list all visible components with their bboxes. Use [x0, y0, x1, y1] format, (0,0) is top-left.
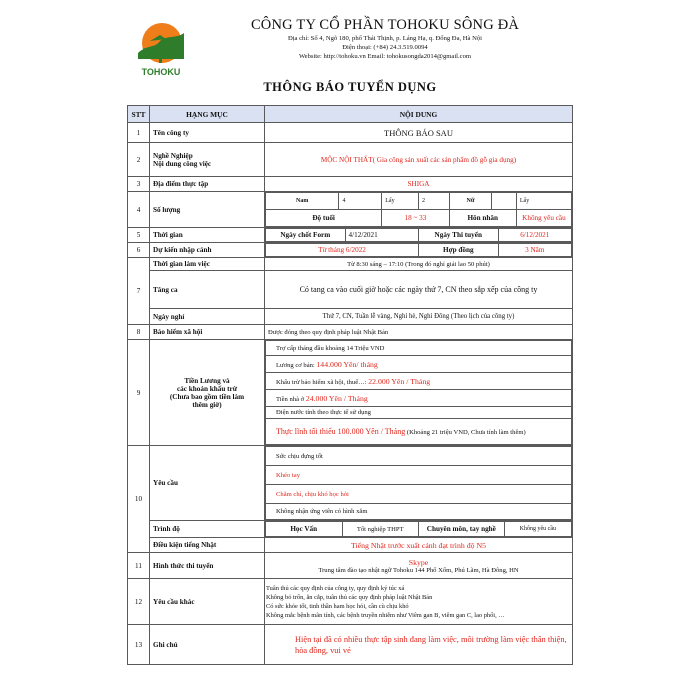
- table-row: Tăng ca Có tang ca vào cuối giờ hoặc các ngày thứ 7, CN theo sắp xếp của công ty: [128, 271, 573, 309]
- salary-list: Trợ cấp tháng đầu khoảng 14 Triệu VND Lương cơ bản: 144.000 Yên/ tháng Khấu trừ bảo hiểm xã hội, thuế…: 22.000 Yên / Tháng Tiền nhà ở 24.000 Yên / Tháng Điện nước tính theo thực tế sử dụng Thực lĩnh tối thiểu 100.000 Yên / Tháng (Khoảng 21 triệu VND, Chưa tính làm thêm): [265, 340, 572, 445]
- table-row: 8 Bảo hiểm xã hội Được đóng theo quy định pháp luật Nhật Bản: [128, 325, 573, 340]
- tohoku-logo: [132, 19, 190, 85]
- svg-text:TOHOKU: TOHOKU: [141, 67, 181, 77]
- table-row: 6 Dự kiến nhập cảnh Từ tháng 6/2022 Hợp đồng 3 Năm: [128, 243, 573, 258]
- document-title: THÔNG BÁO TUYỂN DỤNG: [263, 80, 437, 94]
- table-row: 13 Ghi chú Hiện tại đã có nhiều thực tập sinh đang làm việc, môi trường làm việc thân thiện, hòa đồng, vui vẻ: [128, 625, 573, 665]
- header-content: NỘI DUNG: [265, 106, 573, 123]
- location-value: SHIGA: [265, 177, 573, 192]
- company-phone: Điện thoại: (+84) 24.3.519.0094: [342, 44, 428, 51]
- header-stt: STT: [128, 106, 150, 123]
- recruitment-notice: [127, 13, 573, 687]
- company-name-value: THÔNG BÁO SAU: [265, 123, 573, 143]
- company-address: Địa chỉ: Số 4, Ngõ 180, phố Thái Thịnh, p. Láng Hạ, q. Đống Đa, Hà Nội: [287, 35, 483, 42]
- requirements-list: Sức chịu đựng tốt Khéo tay Chăm chỉ, chịu khó học hỏi Không nhận ứng viên có hình xăm: [265, 446, 572, 520]
- table-header: [128, 106, 573, 123]
- table-row: Trình độ Học Vấn Tốt nghiệp THPT Chuyên môn, tay nghề Không yêu cầu: [128, 521, 573, 538]
- table-row: 5 Thời gian Ngày chốt Form 4/12/2021 Ngày Thi tuyển 6/12/2021: [128, 228, 573, 243]
- company-info: [197, 17, 573, 61]
- table-row: Ngày nghỉ Thứ 7, CN, Tuần lễ vàng, Nghỉ hè, Nghỉ Đông (Theo lịch của công ty): [128, 309, 573, 325]
- table-row: Điều kiện tiếng Nhật Tiếng Nhật trước xuất cảnh đạt trình độ N5: [128, 538, 573, 553]
- header-category: HẠNG MỤC: [150, 106, 265, 123]
- job-value: MỘC NỘI THẤT( Gia công sản xuất các sản phẩm đồ gỗ gia dụng): [265, 143, 573, 177]
- table-row: 2 Nghề Nghiệp Nội dung công việc MỘC NỘI THẤT( Gia công sản xuất các sản phẩm đồ gỗ gia dụng): [128, 143, 573, 177]
- letterhead: [127, 13, 573, 101]
- table-row: 9 Tiền Lương và các khoản khấu trừ (Chưa bao gồm tiền làm thêm giờ) Trợ cấp tháng đầu khoảng 14 Triệu VND Lương cơ bản: 144.000 Yên/ tháng Khấu trừ bảo hiểm xã hội, thuế…: 22.000 Yên / Tháng Tiền nhà ở 24.000 Yên / Tháng Điện nước tính theo thực tế sử dụng Thực lĩnh tối thiểu 100.000 Yên / Tháng (Khoảng 21 triệu VND, Chưa tính làm thêm): [128, 340, 573, 446]
- quantity-grid: Nam 4 Lấy 2 Nữ Lấy Độ tuổi 18 ~ 33 Hôn nhân Không yêu cầu: [265, 192, 572, 227]
- company-web: Website: http://tohoku.vn Email: tohokusongda2014@gmail.com: [298, 53, 472, 60]
- company-name: CÔNG TY CỔ PHẦN TOHOKU SÔNG ĐÀ: [250, 17, 520, 33]
- table-row: 12 Yêu cầu khác Tuân thủ các quy định của công ty, quy định ký túc xá Không bỏ trốn, ăn cắp, tuân thủ các quy định pháp luật Nhật Bản Có sức khỏe tốt, tinh thần ham học hỏi, cần cù chịu khó Không mắc bệnh mãn tính, các bệnh truyền nhiễm như Viêm gan B, viêm gan C, lao phổi, …: [128, 579, 573, 625]
- table-row: 1 Tên công ty THÔNG BÁO SAU: [128, 123, 573, 143]
- table-row: 4 Số lượng Nam 4 Lấy 2 Nữ Lấy Độ tuổi 18 ~ 33 Hôn nhân Không yêu cầu: [128, 192, 573, 228]
- table-row: 3 Địa điểm thực tập SHIGA: [128, 177, 573, 192]
- table-row: 11 Hình thức thi tuyển Skype Trung tâm đào tạo nhật ngữ Tohoku 144 Phố Xốm, Phú Lãm, Hà Đông, HN: [128, 553, 573, 579]
- recruitment-table: [127, 105, 573, 665]
- table-row: 10 Yêu cầu Sức chịu đựng tốt Khéo tay Chăm chỉ, chịu khó học hỏi Không nhận ứng viên có hình xăm: [128, 446, 573, 521]
- table-row: 7 Thời gian làm việc Từ 8:30 sáng – 17:10 (Trong đó nghỉ giải lao 50 phút): [128, 258, 573, 271]
